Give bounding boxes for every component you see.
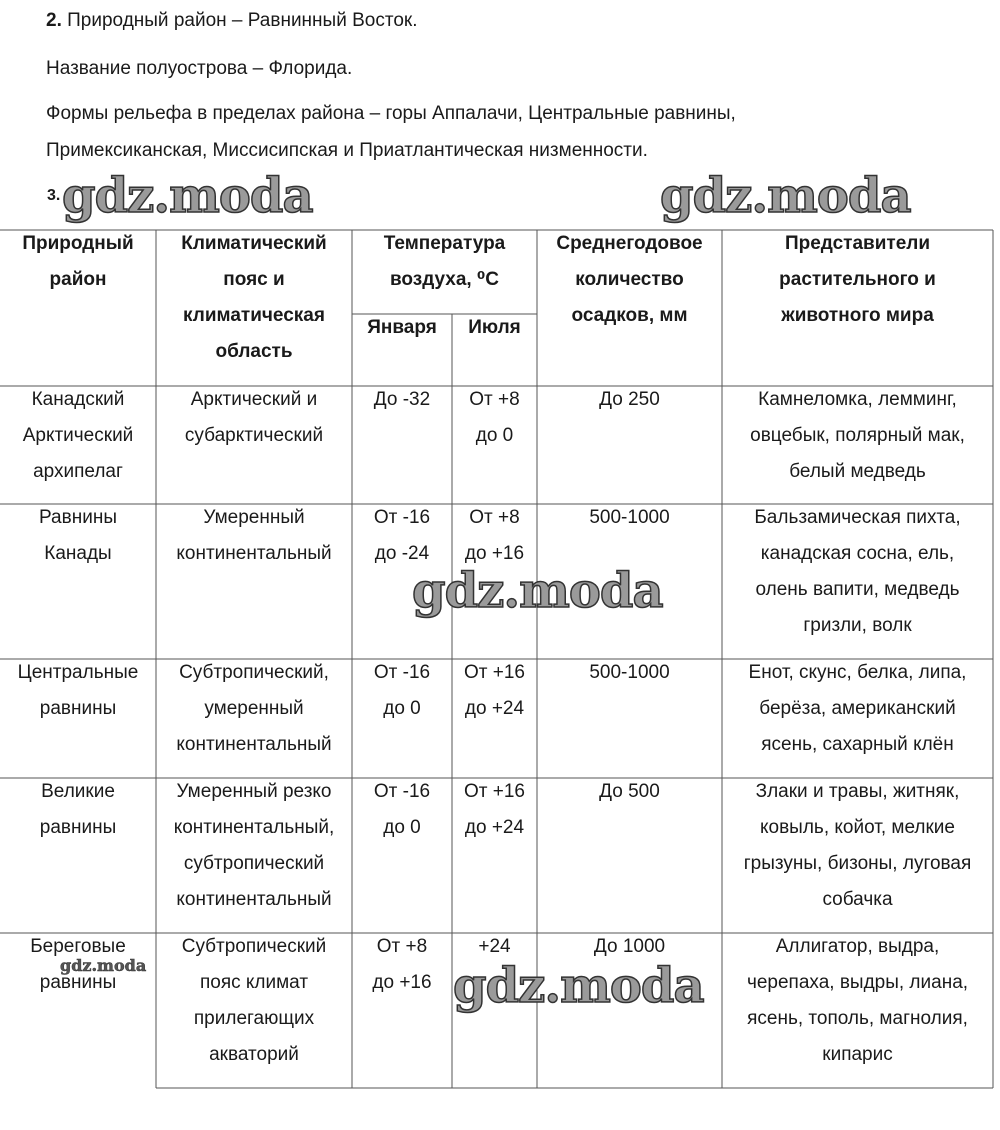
cell-line: умеренный [204,698,304,719]
cell-line: архипелаг [33,461,123,482]
cell-line: континентальный [176,734,332,755]
header-july: Июля [468,317,521,338]
cell-line: Канадский [31,389,125,410]
cell-line: берёза, американский [759,698,956,719]
cell-line: равнины [39,817,117,838]
cell-line: До 250 [599,389,660,410]
relief-line-2: Примексиканская, Миссисипская и Приатлантическая низменности. [46,140,648,161]
header-climate-line: пояс и [223,269,285,290]
cell-line: грызуны, бизоны, луговая [743,853,972,874]
cell-line: От +16 [464,662,525,683]
cell-january [352,382,452,418]
cell-july [452,774,537,846]
cell-line: субарктический [184,425,324,446]
cell-january [352,774,452,846]
header-climate-line: область [215,341,293,362]
cell-line: белый медведь [789,461,926,482]
cell-line: акваторий [209,1044,299,1065]
watermark: gdz.moda [62,168,313,224]
cell-line: олень вапити, медведь [755,579,960,600]
cell-line: Енот, скунс, белка, липа, [748,662,967,683]
cell-july [452,655,537,727]
cell-precipitation [537,774,722,810]
cell-precipitation [537,655,722,691]
cell-line: Береговые [30,936,126,957]
cell-line: равнины [39,972,117,993]
cell-biota [722,500,993,644]
cell-line: До -32 [373,389,431,410]
cell-line: Канады [44,543,112,564]
header-temperature-line: воздуха, ⁰С [389,269,500,290]
cell-line: От -16 [373,781,431,802]
cell-line: до 0 [383,698,421,719]
cell-climate [156,774,352,918]
cell-biota [722,774,993,918]
cell-line: +24 [478,936,511,957]
cell-line: 500-1000 [589,507,670,528]
cell-line: канадская сосна, ель, [760,543,955,564]
cell-biota [722,929,993,1073]
cell-line: пояс климат [199,972,309,993]
header-precipitation [537,226,722,334]
cell-biota [722,655,993,763]
cell-line: Великие [41,781,115,802]
header-region-line: Природный [22,233,134,254]
header-biota-line: животного мира [781,305,934,326]
header-biota-line: Представители [784,233,931,254]
cell-line: 500-1000 [589,662,670,683]
cell-line: Равнины [39,507,117,528]
cell-line: континентальный [176,543,332,564]
watermark-small: gdz.moda [60,956,147,975]
header-region-line: район [49,269,107,290]
cell-line: субтропический [183,853,325,874]
cell-january [352,655,452,727]
header-precipitation-line: Среднегодовое [556,233,703,254]
watermark: gdz.moda [412,563,663,619]
cell-region [0,774,156,846]
cell-january [352,500,452,572]
cell-line: до -24 [374,543,430,564]
cell-climate [156,382,352,454]
cell-line: ясень, тополь, магнолия, [747,1008,968,1029]
header-climate [156,226,352,370]
cell-line: От +8 [469,507,520,528]
cell-line: равнины [39,698,117,719]
cell-line: Субтропический [181,936,327,957]
cell-line: овцебык, полярный мак, [750,425,965,446]
header-precipitation-line: количество [575,269,684,290]
cell-july [452,382,537,454]
cell-line: От +16 [464,781,525,802]
section-3-number: 3. [47,187,61,204]
peninsula-line: Название полуострова – Флорида. [46,58,353,79]
cell-line: До 500 [599,781,660,802]
cell-region [0,382,156,490]
cell-climate [156,929,352,1073]
cell-line: до 0 [383,817,421,838]
cell-line: Арктический и [190,389,318,410]
header-biota-line: растительного и [779,269,936,290]
cell-line: Субтропический, [179,662,329,683]
cell-line: Злаки и травы, житняк, [755,781,960,802]
header-climate-line: климатическая [183,305,325,326]
cell-july [452,500,537,572]
header-january: Января [367,317,437,338]
cell-line: От -16 [373,507,431,528]
cell-line: кипарис [822,1044,893,1065]
header-temperature [352,226,537,298]
cell-line: до +16 [372,972,432,993]
cell-line: черепаха, выдры, лиана, [746,972,969,993]
cell-line: до +24 [464,698,525,719]
cell-line: до +24 [464,817,525,838]
cell-line: ясень, сахарный клён [761,734,954,755]
header-biota [722,226,993,334]
cell-region [0,655,156,727]
cell-line: ковыль, койот, мелкие [760,817,955,838]
cell-january [352,929,452,1001]
cell-line: До 1000 [593,936,666,957]
cell-line: Камнеломка, лемминг, [758,389,957,410]
header-temperature-line: Температура [383,233,506,254]
relief-line-1: Формы рельефа в пределах района – горы Аппалачи, Центральные равнины, [46,103,736,124]
cell-line: Умеренный [203,507,305,528]
cell-line: континентальный, [173,817,335,838]
header-climate-line: Климатический [181,233,327,254]
cell-line: От +8 [469,389,520,410]
cell-line: Умеренный резко [176,781,332,802]
cell-biota [722,382,993,490]
cell-line: От +8 [376,936,428,957]
section-2-title: 2. Природный район – Равнинный Восток. [46,10,418,31]
cell-climate [156,500,352,572]
cell-line: Центральные [17,662,139,683]
cell-line: Арктический [22,425,134,446]
cell-line: Аллигатор, выдра, [775,936,940,957]
cell-precipitation [537,382,722,418]
cell-line: до +16 [464,543,525,564]
header-region [0,226,156,298]
cell-line: континентальный [176,889,332,910]
cell-line: Бальзамическая пихта, [754,507,961,528]
watermark: gdz.moda [453,958,704,1014]
watermark: gdz.moda [660,168,911,224]
cell-region [0,500,156,572]
cell-climate [156,655,352,763]
cell-line: прилегающих [193,1008,315,1029]
cell-line: От -16 [373,662,431,683]
cell-line: до 0 [475,425,514,446]
cell-line: гризли, волк [803,615,912,636]
header-precipitation-line: осадков, мм [571,305,688,326]
cell-precipitation [537,500,722,536]
cell-line: собачка [822,889,893,910]
